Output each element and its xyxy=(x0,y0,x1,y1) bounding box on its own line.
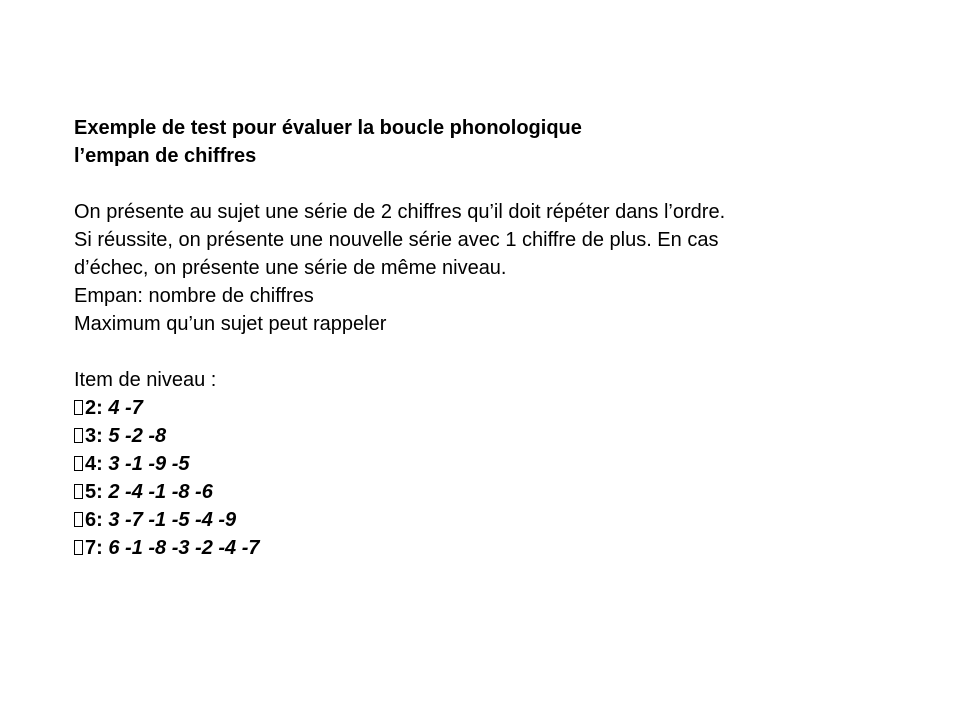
spacer xyxy=(74,170,914,198)
item-digits: 3 -7 -1 -5 -4 -9 xyxy=(108,509,237,531)
item-level: 5: xyxy=(85,481,103,503)
item-level: 2: xyxy=(85,397,103,419)
description-line-1: On présente au sujet une série de 2 chiffres qu’il doit répéter dans l’ordre. xyxy=(74,201,726,223)
bullet-box-icon xyxy=(74,456,83,471)
description-line-5: Maximum qu’un sujet peut rappeler xyxy=(74,313,387,335)
title-line-1: Exemple de test pour évaluer la boucle phonologique xyxy=(74,117,582,139)
item-digits: 2 -4 -1 -8 -6 xyxy=(108,481,213,503)
item-level: 3: xyxy=(85,425,103,447)
list-item xyxy=(74,394,914,422)
items-heading: Item de niveau : xyxy=(74,369,217,391)
spacer xyxy=(74,338,914,366)
item-digits: 6 -1 -8 -3 -2 -4 -7 xyxy=(108,537,260,559)
bullet-box-icon xyxy=(74,400,83,415)
slide-content xyxy=(74,114,914,562)
bullet-box-icon xyxy=(74,540,83,555)
item-level: 4: xyxy=(85,453,103,475)
item-digits: 4 -7 xyxy=(108,397,143,419)
list-item xyxy=(74,450,914,478)
description-line-4: Empan: nombre de chiffres xyxy=(74,285,314,307)
description-block xyxy=(74,198,914,338)
item-digits: 3 -1 -9 -5 xyxy=(108,453,190,475)
title-line-2: l’empan de chiffres xyxy=(74,145,257,167)
bullet-box-icon xyxy=(74,512,83,527)
list-item xyxy=(74,506,914,534)
item-level: 6: xyxy=(85,509,103,531)
description-line-2: Si réussite, on présente une nouvelle série avec 1 chiffre de plus. En cas xyxy=(74,229,719,251)
item-digits: 5 -2 -8 xyxy=(108,425,167,447)
item-level: 7: xyxy=(85,537,103,559)
list-item xyxy=(74,534,914,562)
bullet-box-icon xyxy=(74,428,83,443)
list-item xyxy=(74,422,914,450)
item-list xyxy=(74,394,914,562)
description-line-3: d’échec, on présente une série de même niveau. xyxy=(74,257,507,279)
bullet-box-icon xyxy=(74,484,83,499)
list-item xyxy=(74,478,914,506)
